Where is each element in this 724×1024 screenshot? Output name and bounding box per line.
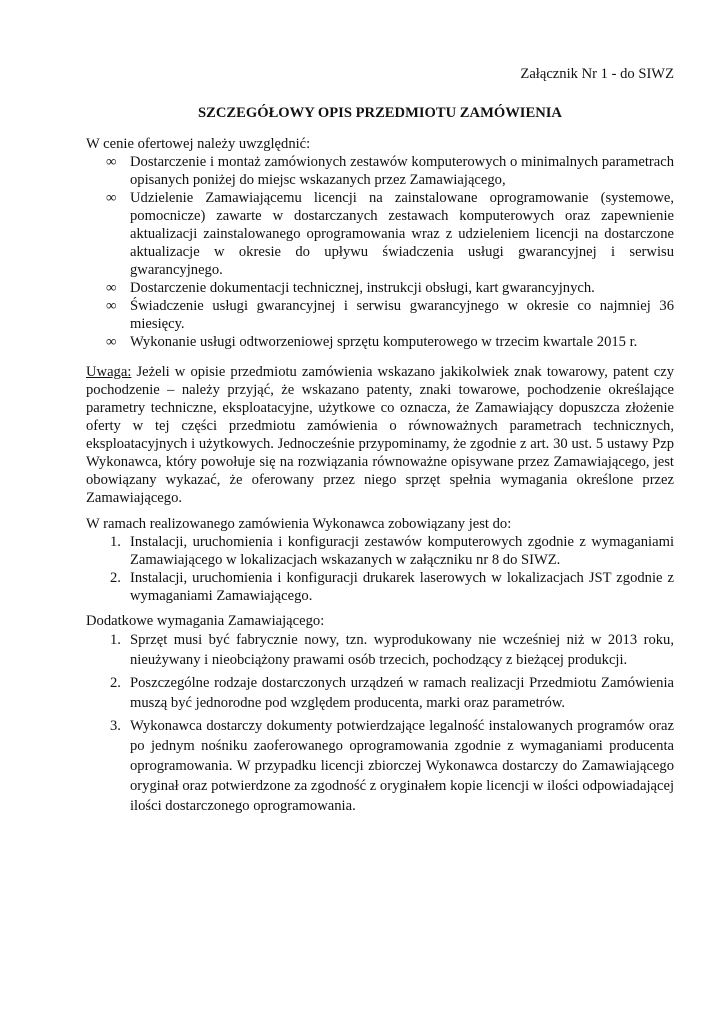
list-item: 3. Wykonawca dostarczy dokumenty potwierdzające legalność instalowanych programów oraz po jednym nośniku zaoferowanego oprogramowania zgodnie z wymaganiami producenta oprogramowania. W przypadku licencji zbiorczej Wykonawca dostarczy do Zamawiającego oryginał oraz potwierdzone za zgodność z oryginałem kopie licencji w ilości odpowiadającej ilości dostarczonego oprogramowania. <box>110 718 674 814</box>
list-item: ∞ Świadczenie usługi gwarancyjnej i serwisu gwarancyjnego w okresie co najmniej 36 miesięcy. <box>106 298 674 332</box>
infinity-bullet-icon: ∞ <box>106 334 117 350</box>
infinity-bullet-icon: ∞ <box>106 298 117 314</box>
list-item: ∞ Dostarczenie dokumentacji technicznej, instrukcji obsługi, kart gwarancyjnych. <box>106 280 595 296</box>
price-section-intro: W cenie ofertowej należy uwzględnić: <box>86 136 311 152</box>
additional-intro: Dodatkowe wymagania Zamawiającego: <box>86 613 325 629</box>
list-item: ∞ Udzielenie Zamawiającemu licencji na zainstalowane oprogramowanie (systemowe, pomocnicze) zawarte w dostarczanych zestawach komputerowych oraz zapewnienie aktualizacji zainstalowanego oprogramowania wraz z udzieleniem licencji na dostarczone aktualizacje w okresie do upływu świadczenia usługi gwarancyjnej i serwisu gwarancyjnego. <box>106 190 674 278</box>
price-section <box>86 135 674 351</box>
list-item: ∞ Wykonanie usługi odtworzeniowej sprzętu komputerowego w trzecim kwartale 2015 r. <box>106 334 638 350</box>
list-item: 2. Poszczególne rodzaje dostarczonych urządzeń w ramach realizacji Przedmiotu Zamówienia muszą być jednorodne pod względem producenta, marki oraz parametrów. <box>110 675 674 711</box>
note-label: Uwaga: <box>86 364 132 380</box>
note-paragraph <box>86 363 674 507</box>
infinity-bullet-icon: ∞ <box>106 280 117 296</box>
additional-section <box>86 612 674 817</box>
price-section-list <box>86 153 674 351</box>
list-item: 1. Instalacji, uruchomienia i konfiguracji zestawów komputerowych zgodnie z wymaganiami Zamawiającego w lokalizacjach wskazanych w załączniku nr 8 do SIWZ. <box>110 534 674 568</box>
additional-list <box>86 630 674 816</box>
obligations-section <box>86 515 674 605</box>
attachment-label: Załącznik Nr 1 - do SIWZ <box>520 66 674 82</box>
infinity-bullet-icon: ∞ <box>106 154 117 170</box>
document-title: SZCZEGÓŁOWY OPIS PRZEDMIOTU ZAMÓWIENIA <box>198 105 562 121</box>
obligations-list <box>86 533 674 605</box>
infinity-bullet-icon: ∞ <box>106 190 117 206</box>
note-text: Jeżeli w opisie przedmiotu zamówienia wskazano jakikolwiek znak towarowy, patent czy pochodzenie – należy przyjąć, że wskazano patenty, znaki towarowe, pochodzenie określające parametry techniczne, eksploatacyjne, użytkowe co oznacza, że Zamawiający dopuszcza złożenie oferty w tej części przedmiotu zamówienia o równoważnych parametrach technicznych, eksploatacyjnych i użytkowych. Jednocześnie przypominamy, że zgodnie z art. 30 ust. 5 ustawy Pzp Wykonawca, który powołuje się na rozwiązania równoważne opisywane przez Zamawiającego, jest obowiązany wykazać, że oferowany przez niego sprzęt spełnia wymagania określone przez Zamawiającego. <box>86 364 674 506</box>
list-item: ∞ Dostarczenie i montaż zamówionych zestawów komputerowych o minimalnych parametrach opisanych poniżej do miejsc wskazanych przez Zamawiającego, <box>106 154 674 188</box>
obligations-intro: W ramach realizowanego zamówienia Wykonawca zobowiązany jest do: <box>86 516 512 532</box>
list-item: 2. Instalacji, uruchomienia i konfiguracji drukarek laserowych w lokalizacjach JST zgodnie z wymaganiami Zamawiającego. <box>110 570 674 604</box>
list-item: 1. Sprzęt musi być fabrycznie nowy, tzn. wyprodukowany nie wcześniej niż w 2013 roku, nieużywany i nieobciążony prawami osób trzecich, pochodzący z bieżącej produkcji. <box>110 632 674 668</box>
